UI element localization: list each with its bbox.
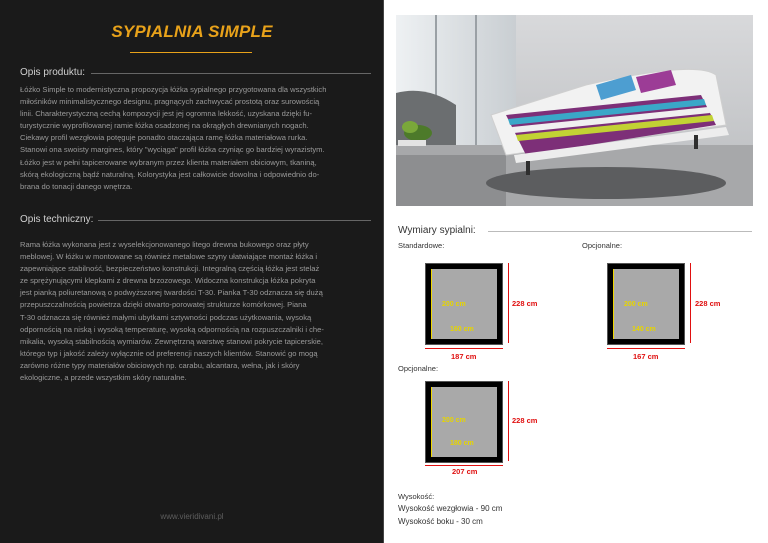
dimension-line-horizontal xyxy=(607,348,685,349)
product-description-text: Łóżko Simple to modernistyczna propozycja łóżka sypialnego przygotowana dla wszystkich miłośników minimalistycznego designu, pragnących zachwycać prostotą oraz surowością linii. Charakterystyczną cechą kompozycji jest jej ogromna lekkość, uzyskana dzięki fu- turystycznie wyprofilowanej ramie łóżka osadzonej na okrągłych drewnianych nogach. Ciekawy profil wezgłowia potęguje ponadto otaczająca ramę łóżka materiałowa rurka. Stanowi ona swoisty margines, który "wyciąga" profil łóżka czyniąc go bardziej wyrazistym. Łóżko jest w pełni tapicerowane wybranym przez klienta materiałem obiciowym, tkaniną, skórą ekologiczną bądź naturalną. Kolorystyka jest całkowicie dowolna i odpowiednio do- brana do tonacji danego wnętrza. xyxy=(20,85,327,191)
outer-length-label: 228 cm xyxy=(695,299,721,308)
dimension-line-vertical xyxy=(508,263,509,343)
website-link[interactable]: www.vieridivani.pl xyxy=(160,512,224,521)
page-title: SYPIALNIA SIMPLE xyxy=(111,22,273,41)
technical-description-text: Rama łóżka wykonana jest z wyselekcjonowanego litego drewna bukowego oraz płyty meblowej. W łóżku w montowane są również metalowe szyny ułatwiające montaż łóżka i zapewniające stabilność, bezpieczeństwo konstrukcji. Integralną częścią łóżka jest stelaż ze sprężynującymi klepkami z drewna brzozowego. Widoczna konstrukcja łóżka pokryta jest pianką poliuretanową o podwyższonej twardości T-30. Pianka T-30 odznacza się dużą przepuszczalnością powietrza dzięki otwarto-porowatej strukturze komórkowej. Piana T-30 odznacza się również małymi ubytkami sztywności podczas użytkowania, wysoką odpornością na niską i wysoką temperaturę, wysoką odpornością na rozpuszczalniki i che- mikalia, wysoką stabilnością wymiarów. Zewnętrzną warstwę stanowi pokrycie tapicerskie, którego typ i jakość zależy wyłącznie od preferencji naszych klientów. Stanowić go mogą zarówno różne typy materiałów obiciowych np. carabu, alcantara, wełna, jak i skóry ekologiczne, a przede wszystkim skóry naturalne. xyxy=(20,240,324,383)
divider xyxy=(98,220,371,221)
dimensions-heading: Wymiary sypialni: xyxy=(398,225,476,236)
optional-label-2: Opcjonalne: xyxy=(398,364,439,373)
inner-length-label: 200 cm xyxy=(442,417,466,424)
technical-description-heading: Opis techniczny: xyxy=(20,214,94,225)
side-height: Wysokość boku - 30 cm xyxy=(398,517,483,526)
outer-length-label: 228 cm xyxy=(512,416,538,425)
bed-dimension-diagram-optional xyxy=(607,263,685,345)
bed-illustration xyxy=(396,15,753,206)
bed-dimension-diagram-standard xyxy=(425,263,503,345)
height-title: Wysokość: xyxy=(398,492,435,501)
inner-width-label: 140 cm xyxy=(632,326,656,333)
standard-label: Standardowe: xyxy=(398,241,445,250)
inner-width-label: 180 cm xyxy=(450,440,474,447)
outer-length-label: 228 cm xyxy=(512,299,538,308)
dimension-line-horizontal xyxy=(425,465,503,466)
outer-width-label: 167 cm xyxy=(633,352,659,361)
dimension-line-vertical xyxy=(690,263,691,343)
dimension-line-horizontal xyxy=(425,348,503,349)
dimension-line-vertical xyxy=(508,381,509,461)
divider xyxy=(488,231,752,232)
headboard-height: Wysokość wezgłowia - 90 cm xyxy=(398,504,503,513)
title-underline xyxy=(130,52,252,53)
inner-length-label: 200 cm xyxy=(442,301,466,308)
inner-length-label: 200 cm xyxy=(624,301,648,308)
bed-photo xyxy=(396,15,753,206)
inner-width-label: 160 cm xyxy=(450,326,474,333)
divider xyxy=(91,73,371,74)
bed-dimension-diagram-optional-2 xyxy=(425,381,503,463)
optional-label: Opcjonalne: xyxy=(582,241,623,250)
product-description-heading: Opis produktu: xyxy=(20,67,86,78)
outer-width-label: 207 cm xyxy=(452,467,478,476)
outer-width-label: 187 cm xyxy=(451,352,477,361)
